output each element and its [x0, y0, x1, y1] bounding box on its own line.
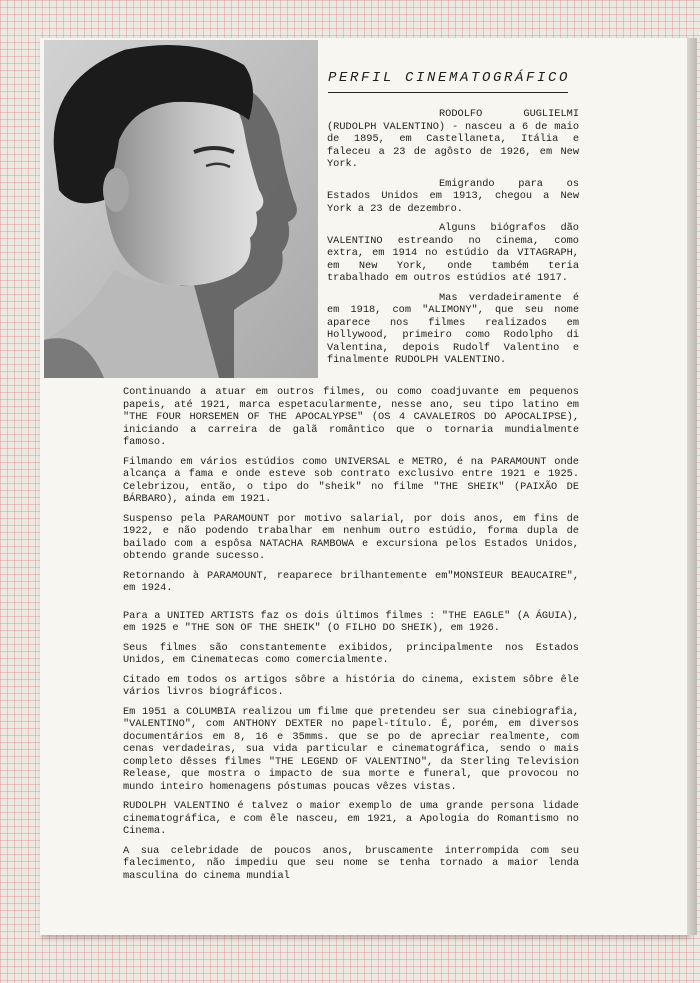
paragraph: Continuando a atuar em outros filmes, ou como coadjuvante em pequenos papeis, até 1921, marca espetacularmente, nesse ano, seu tipo latino em "THE FOUR HORSEMEN OF THE APOCALYPSE" (OS 4 CAVALEIROS DO APOCALIPSE), iniciando a carreira de galã romântico que o tornaria mundialmente famoso. [123, 386, 579, 448]
paragraph: Alguns biógrafos dão VALENTINO estreando no cinema, como extra, em 1914 no estúdio da VITAGRAPH, em New York, onde também teria trabalhado em outros estúdios até 1917. [327, 222, 579, 284]
paragraph: Seus filmes são constantemente exibidos, principalmente nos Estados Unidos, em Cinematecas como comercialmente. [123, 641, 579, 666]
paragraph: Mas verdadeiramente é em 1918, com "ALIMONY", que seu nome aparece nos filmes realizados em Hollywood, primeiro como Rodolpho di Valentina, depois Rudolf Valentino e finalmente RUDOLPH VALENTINO. [327, 291, 579, 366]
page-edge [687, 38, 697, 935]
main-text-column [123, 386, 579, 889]
paragraph: Em 1951 a COLUMBIA realizou um filme que pretendeu ser sua cinebiografia, "VALENTINO", com ANTHONY DEXTER no papel-título. É, porém, em diversos documentários em 8, 16 e 35mms. que se po de apreciar realmente, com cenas verdadeiras, sua vida particular e cinematográfica, sendo o mais completo dêsses filmes "THE LEGEND OF VALENTINO", da Sterling Television Release, que mostra o impacto de sua morte e funeral, que provocou no mundo inteiro homenagens póstumas poucas vêzes vistas. [123, 705, 579, 793]
paragraph: RODOLFO GUGLIELMI (RUDOLPH VALENTINO) - nasceu a 6 de maio de 1895, em Castellaneta, Itália e faleceu a 23 de agôsto de 1926, em New York. [327, 108, 579, 170]
paragraph: Retornando à PARAMOUNT, reaparece brilhantemente em"MONSIEUR BEAUCAIRE", em 1924. [123, 569, 579, 594]
paragraph: Emigrando para os Estados Unidos em 1913, chegou a New York a 23 de dezembro. [327, 177, 579, 215]
paragraph: Citado em todos os artigos sôbre a história do cinema, existem sôbre êle vários livros biográficos. [123, 673, 579, 698]
paragraph: Para a UNITED ARTISTS faz os dois últimos filmes : "THE EAGLE" (A ÁGUIA), em 1925 e "THE SON OF THE SHEIK" (O FILHO DO SHEIK), em 1926. [123, 609, 579, 634]
paragraph: A sua celebridade de poucos anos, bruscamente interrompida com seu falecimento, não impediu que seu nome se tenha tornado a maior lenda masculina do cinema mundial [123, 844, 579, 882]
paragraph: Filmando em vários estúdios como UNIVERSAL e METRO, é na PARAMOUNT onde alcança a fama e onde esteve sob contrato exclusivo entre 1921 e 1925. Celebrizou, então, o tipo do "sheik" no filme "THE SHEIK" (PAIXÃO DE BÁRBARO), ainda em 1921. [123, 455, 579, 505]
right-column [327, 108, 579, 374]
paragraph: Suspenso pela PARAMOUNT por motivo salarial, por dois anos, em fins de 1922, e não podendo trabalhar em nenhum outro estúdio, forma dupla de bailado com a espôsa NATACHA RAMBOWA e excursiona pelos Estados Unidos, obtendo grande sucesso. [123, 512, 579, 562]
page-title: PERFIL CINEMATOGRÁFICO [328, 70, 568, 93]
portrait-photo [44, 40, 318, 378]
paragraph: RUDOLPH VALENTINO é talvez o maior exemplo de uma grande persona lidade cinematográfica, e com êle nasceu, em 1921, a Apologia do Romantismo no Cinema. [123, 800, 579, 837]
